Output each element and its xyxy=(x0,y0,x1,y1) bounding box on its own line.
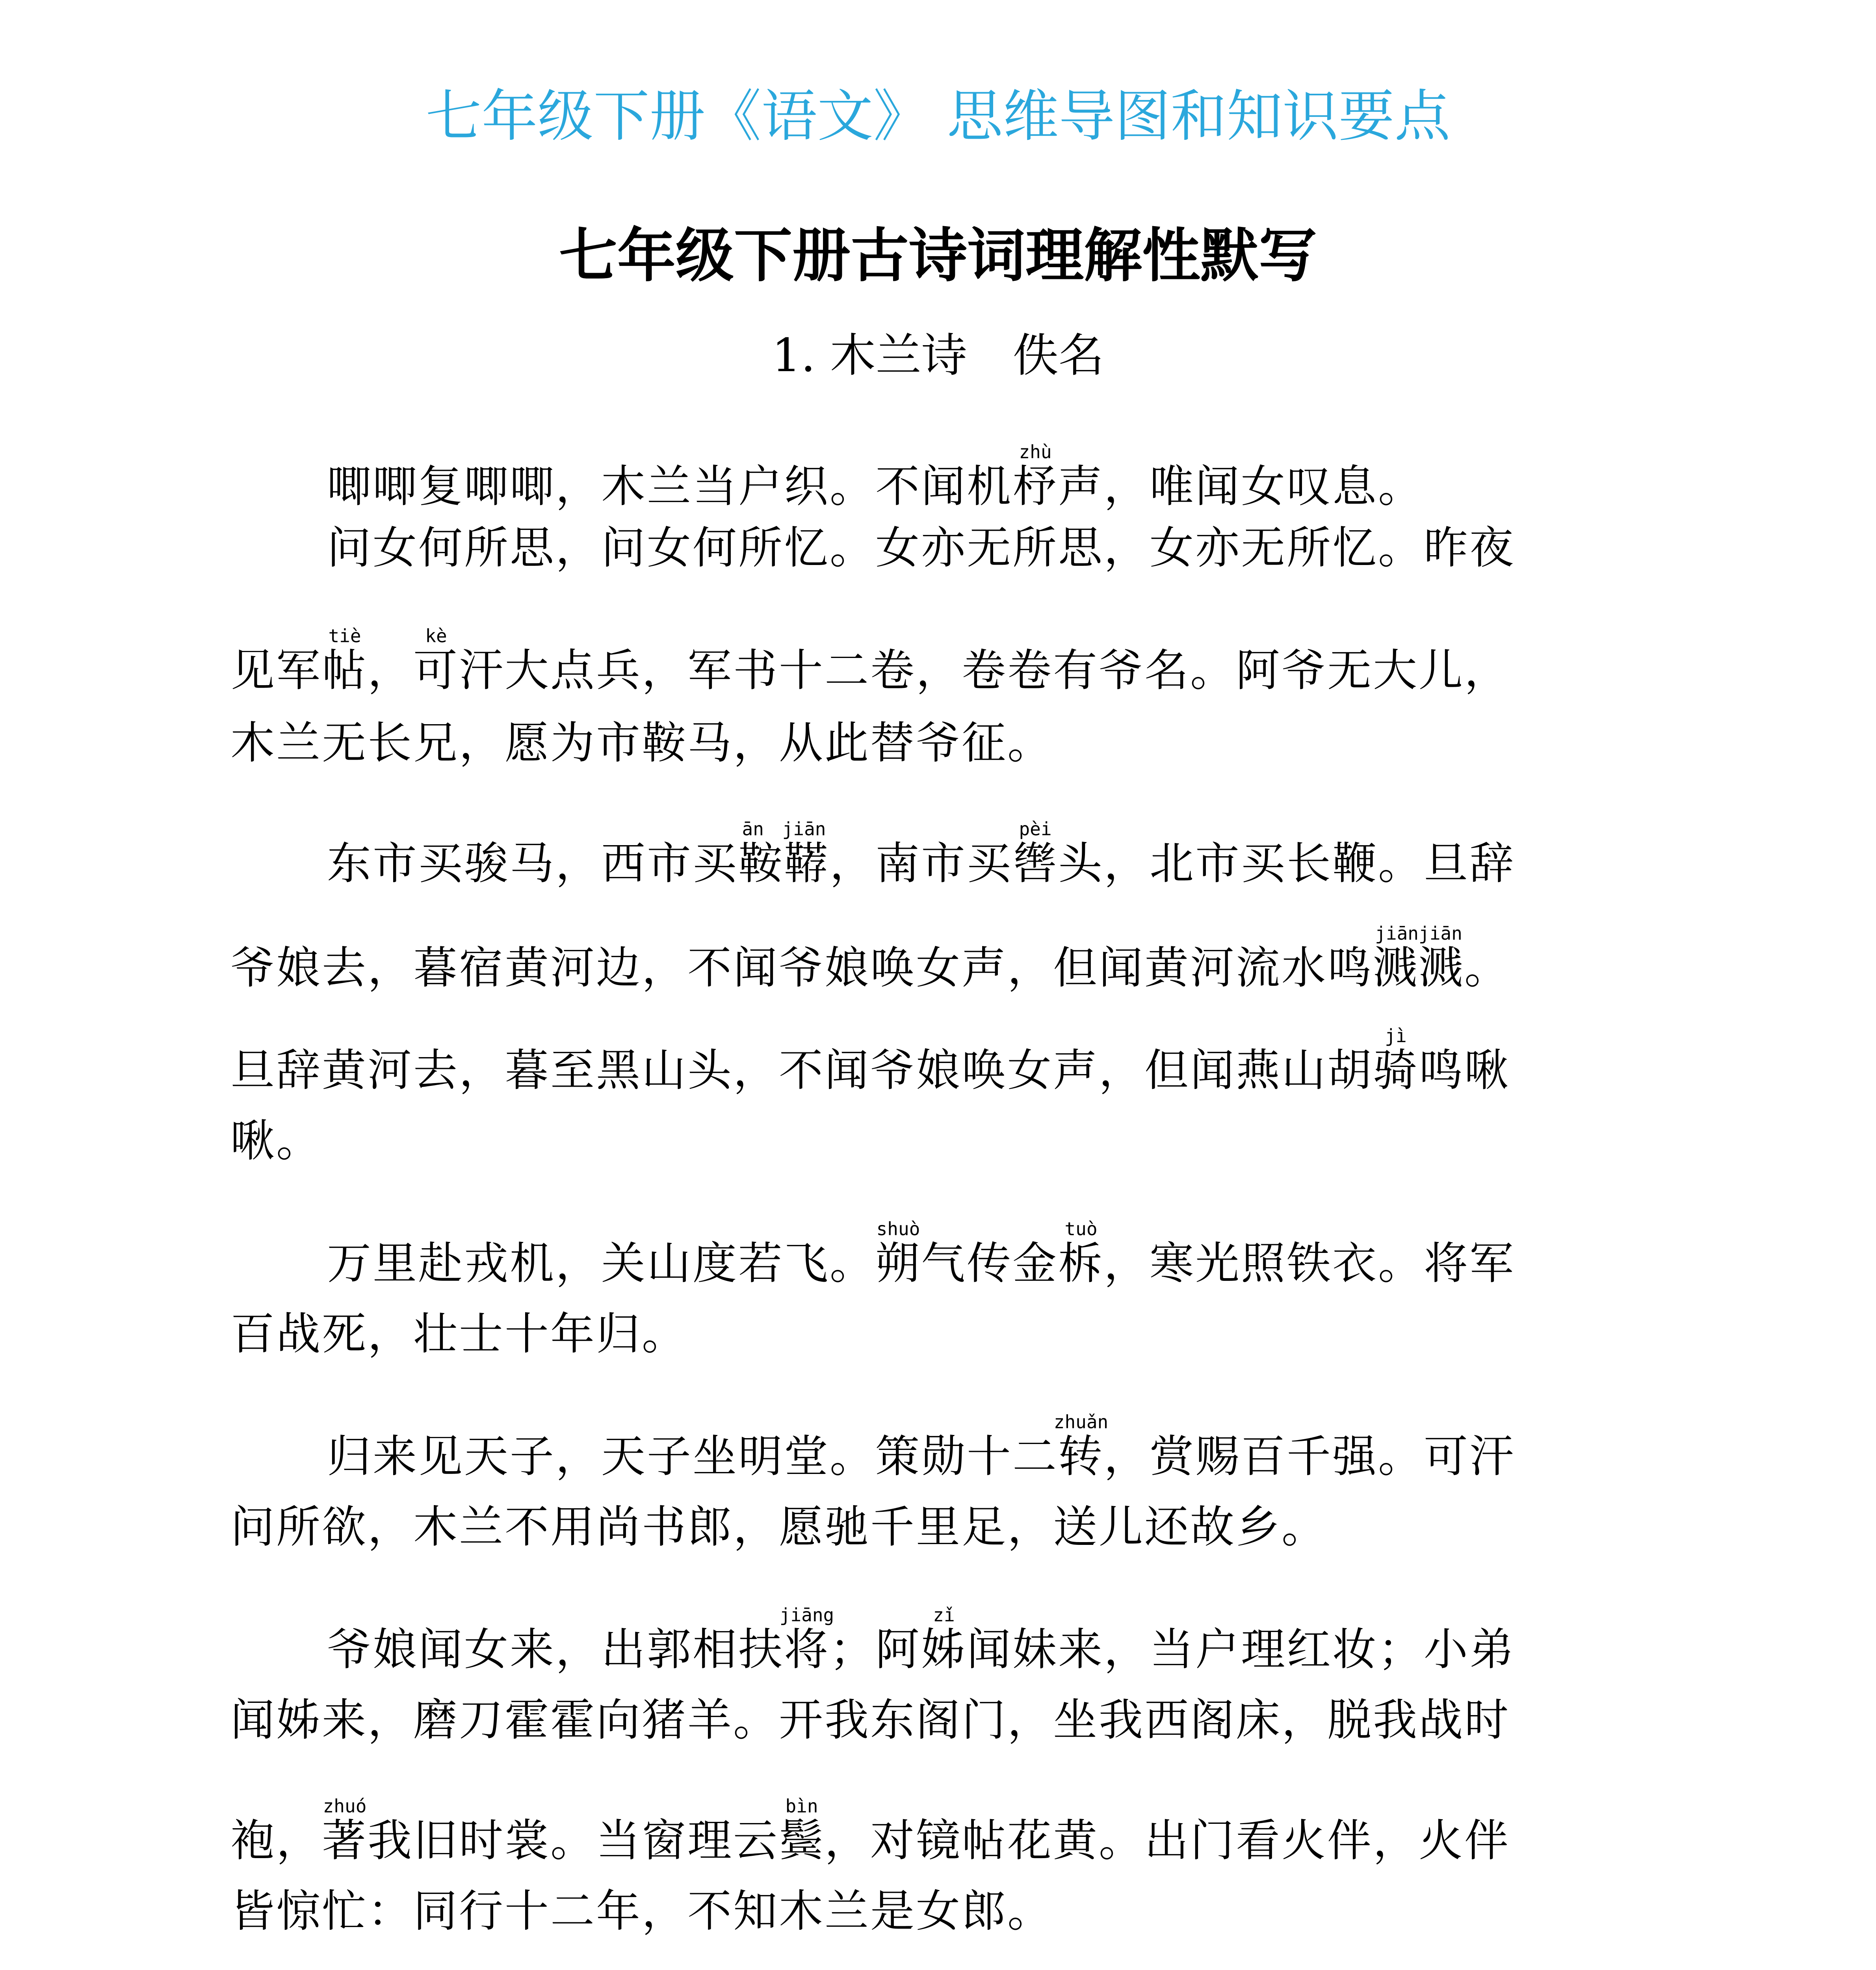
poem-line: 百战死，壮士十年归。 xyxy=(230,1308,687,1360)
page-title: 七年级下册古诗词理解性默写 xyxy=(559,222,1317,290)
pinyin-annotation: 鞍鞯ān jiān xyxy=(738,818,830,889)
poem-line: 木兰无长兄，愿为市鞍马，从此替爷征。 xyxy=(230,717,1053,769)
poem-line: 闻姊来，磨刀霍霍向猪羊。开我东阁门，坐我西阁床，脱我战时 xyxy=(230,1695,1510,1746)
poem-title: 1. 木兰诗 佚名 xyxy=(772,329,1104,382)
pinyin-annotation: 杼zhù xyxy=(1012,441,1058,512)
pinyin-annotation: 将jiāng xyxy=(779,1604,834,1675)
pinyin-annotation: 可kè xyxy=(413,625,459,696)
pinyin-annotation: 鬓bìn xyxy=(779,1795,825,1866)
poem-line: 问女何所思，问女何所忆。女亦无所思，女亦无所忆。昨夜 xyxy=(327,522,1515,574)
pinyin-annotation: 转zhuǎn xyxy=(1053,1411,1109,1482)
pinyin-annotation: 朔shuò xyxy=(875,1218,921,1289)
poem-line: 袍，著zhuó我旧时裳。当窗理云鬓bìn，对镜帖花黄。出门看火伴，火伴 xyxy=(230,1795,1510,1866)
pinyin-annotation: 著zhuó xyxy=(322,1795,368,1866)
pinyin-annotation: 溅溅jiānjiān xyxy=(1373,923,1464,994)
poem-line: 见军帖tiè，可kè汗大点兵，军书十二卷，卷卷有爷名。阿爷无大儿， xyxy=(230,625,1510,696)
poem-line: 爷娘闻女来，出郭相扶将jiāng；阿姊zǐ闻妹来，当户理红妆；小弟 xyxy=(327,1604,1515,1675)
poem-line: 东市买骏马，西市买鞍鞯ān jiān，南市买辔pèi头，北市买长鞭。旦辞 xyxy=(327,818,1515,889)
pinyin-annotation: 姊zǐ xyxy=(921,1604,967,1675)
pinyin-annotation: 帖tiè xyxy=(322,625,368,696)
pinyin-annotation: 骑jì xyxy=(1373,1025,1419,1096)
pinyin-annotation: 柝tuò xyxy=(1058,1218,1104,1289)
poem-line: 旦辞黄河去，暮至黑山头，不闻爷娘唤女声，但闻燕山胡骑jì鸣啾 xyxy=(230,1025,1510,1096)
poem-line: 啾。 xyxy=(230,1115,322,1167)
poem-line: 万里赴戎机，关山度若飞。朔shuò气传金柝tuò，寒光照铁衣。将军 xyxy=(327,1218,1515,1289)
pinyin-annotation: 辔pèi xyxy=(1012,818,1058,889)
poem-line: 唧唧复唧唧，木兰当户织。不闻机杼zhù声，唯闻女叹息。 xyxy=(327,441,1424,512)
poem-line: 问所欲，木兰不用尚书郎，愿驰千里足，送儿还故乡。 xyxy=(230,1502,1327,1553)
poem-line: 归来见天子，天子坐明堂。策勋十二转zhuǎn，赏赐百千强。可汗 xyxy=(327,1411,1515,1482)
page-header: 七年级下册《语文》 思维导图和知识要点 xyxy=(425,84,1451,149)
poem-line: 爷娘去，暮宿黄河边，不闻爷娘唤女声，但闻黄河流水鸣溅溅jiānjiān。 xyxy=(230,923,1510,994)
poem-line: 皆惊忙：同行十二年，不知木兰是女郎。 xyxy=(230,1886,1053,1937)
